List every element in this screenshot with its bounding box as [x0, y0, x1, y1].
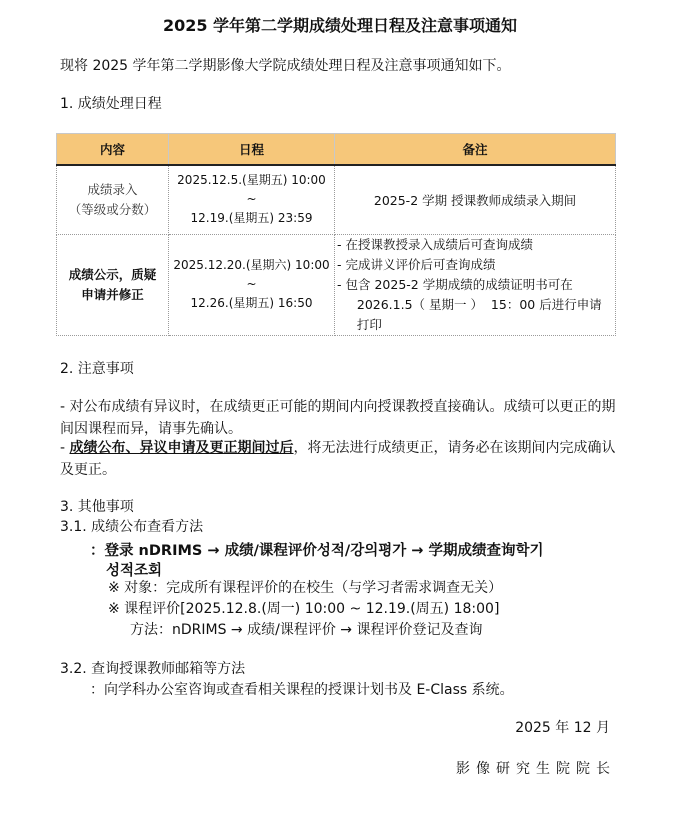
- evaluation-method-note: 方法：nDRIMS → 成绩/课程评价 → 课程评价登记及查询: [130, 622, 483, 638]
- section2-paragraph2: - 成绩公布、异议申请及更正期间过后，将无法进行成绩更正，请务必在该期间内完成确认及更正。: [60, 440, 616, 478]
- subsection-3-1-heading: 3.1. 成绩公布查看方法: [60, 519, 204, 535]
- login-path-line1: ：登录 nDRIMS → 成绩/课程评价성적/강의평가 → 学期成绩查询학기: [90, 543, 544, 559]
- document-title: 2025 学年第二学期成绩处理日程及注意事项通知: [162, 16, 518, 35]
- header-schedule: 日程: [169, 134, 335, 166]
- row1-content: 成绩录入 （等级或分数）: [57, 165, 169, 234]
- footer-date: 2025 年 12 月: [515, 720, 610, 736]
- table-row: [57, 234, 616, 335]
- row2-content: 成绩公示，质疑 申请并修正: [57, 234, 169, 335]
- section3-heading: 3. 其他事项: [60, 499, 134, 515]
- header-content: 内容: [57, 134, 169, 166]
- section1-heading: 1. 成绩处理日程: [60, 96, 162, 112]
- row2-date: 2025.12.20.(星期六) 10:00 ~ 12.26.(星期五) 16:50: [169, 234, 335, 335]
- row1-note: 2025-2 学期 授课教师成绩录入期间: [335, 165, 616, 234]
- header-remarks: 备注: [335, 134, 616, 166]
- row2-notes: - 在授课教授录入成绩后可查询成绩 - 完成讲义评价后可查询成绩 - 包含 2025-2 学期成绩的成绩证明书可在 2026.1.5（ 星期一 ） 15：00 后进行申请 打印: [335, 234, 616, 335]
- login-path-line2: 성적조회: [106, 563, 163, 579]
- table-row: [57, 165, 616, 234]
- footer-signature: 影像研究生院院长: [456, 761, 616, 777]
- intro-text: 现将 2025 学年第二学期影像大学院成绩处理日程及注意事项通知如下。: [60, 58, 511, 74]
- contact-method-text: ：向学科办公室咨询或查看相关课程的授课计划书及 E-Class 系统。: [90, 682, 514, 698]
- section2-paragraph1: - 对公布成绩有异议时，在成绩更正可能的期间内向授课教授直接确认。成绩可以更正的期间因课程而异，请事先确认。: [60, 399, 616, 437]
- schedule-table: [56, 133, 616, 336]
- evaluation-period-note: ※ 课程评价[2025.12.8.(周一) 10:00 ~ 12.19.(周五) 18:00]: [108, 601, 500, 617]
- deadline-warning: 成绩公布、异议申请及更正期间过后: [69, 440, 294, 456]
- row1-date: 2025.12.5.(星期五) 10:00 ~ 12.19.(星期五) 23:59: [169, 165, 335, 234]
- target-note: ※ 对象：完成所有课程评价的在校生（与学习者需求调查无关）: [108, 580, 503, 596]
- table-header-row: [57, 134, 616, 166]
- subsection-3-2-heading: 3.2. 查询授课教师邮箱等方法: [60, 661, 246, 677]
- section2-heading: 2. 注意事项: [60, 361, 134, 377]
